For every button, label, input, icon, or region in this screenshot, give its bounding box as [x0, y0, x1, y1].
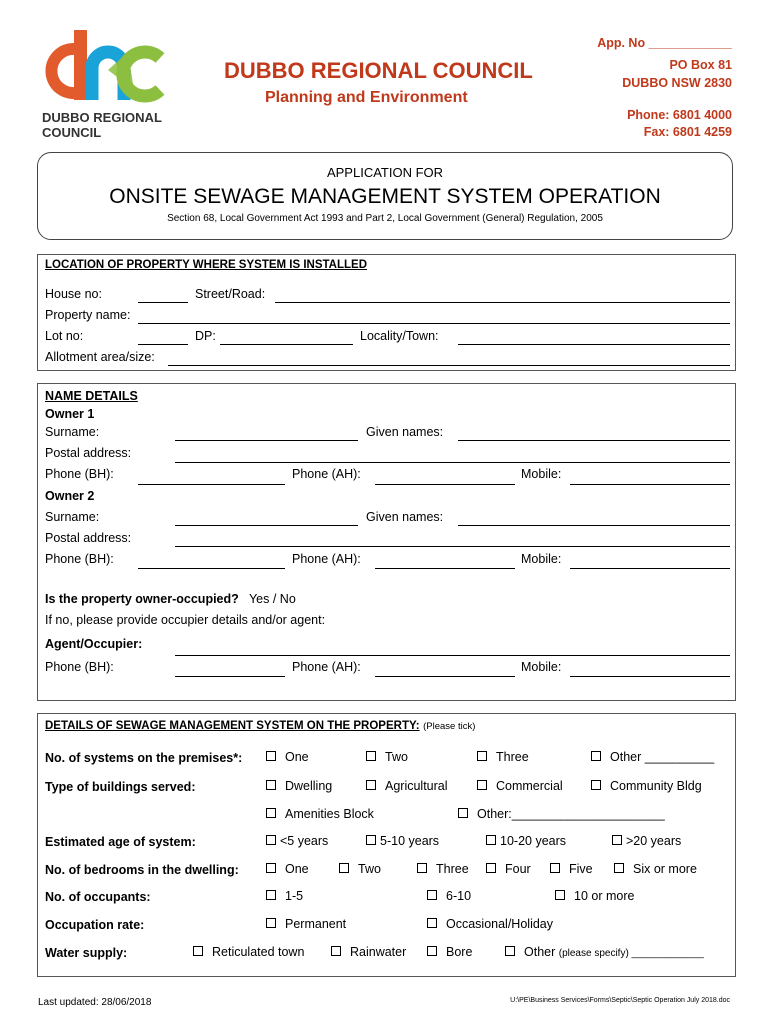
owner1-postal-label: Postal address:: [45, 446, 132, 460]
house-no-field[interactable]: [138, 302, 188, 303]
bedrooms-label: No. of bedrooms in the dwelling:: [45, 863, 239, 877]
owner1-given-field[interactable]: [458, 440, 730, 441]
num-systems-label: No. of systems on the premises*:: [45, 751, 243, 765]
owner2-heading: Owner 2: [45, 489, 95, 503]
water-supply-label: Water supply:: [45, 946, 128, 960]
system-heading-row: [45, 718, 475, 732]
owner2-phone-ah-label: Phone (AH):: [292, 552, 361, 566]
agent-heading: Agent/Occupier:: [45, 637, 143, 651]
owner2-postal-label: Postal address:: [45, 531, 132, 545]
owner1-phone-bh-label: Phone (BH):: [45, 467, 114, 481]
locality-label: Locality/Town:: [360, 329, 439, 343]
occupants-label: No. of occupants:: [45, 890, 151, 904]
council-name: DUBBO REGIONAL COUNCIL: [224, 58, 533, 83]
checkbox-icon[interactable]: [427, 890, 437, 900]
num-systems-two-option[interactable]: Two: [366, 750, 408, 764]
bedrooms-two-option[interactable]: Two: [339, 862, 381, 876]
occupier-instruction: If no, please provide occupier details and/or agent:: [45, 613, 326, 627]
owner2-mobile-field[interactable]: [570, 568, 730, 569]
checkbox-icon[interactable]: [366, 751, 376, 761]
logo-text-line1: DUBBO REGIONAL: [42, 110, 162, 125]
locality-field[interactable]: [458, 344, 730, 345]
owner2-surname-label: Surname:: [45, 510, 100, 524]
application-for-label: APPLICATION FOR: [326, 165, 444, 180]
occupants-1to5-option[interactable]: 1-5: [266, 889, 303, 903]
system-heading: DETAILS OF SEWAGE MANAGEMENT SYSTEM ON THE PROPERTY:: [45, 720, 420, 732]
checkbox-icon[interactable]: [366, 835, 376, 845]
checkbox-icon[interactable]: [266, 918, 276, 928]
logo-text-line2: COUNCIL: [42, 125, 102, 140]
building-community-option[interactable]: Community Bldg: [591, 779, 702, 793]
bedrooms-five-option[interactable]: Five: [550, 862, 593, 876]
checkbox-icon[interactable]: [477, 751, 487, 761]
owner2-postal-field[interactable]: [175, 546, 730, 547]
lot-no-label: Lot no:: [45, 329, 84, 343]
owner1-heading: Owner 1: [45, 407, 95, 421]
owner2-mobile-label: Mobile:: [521, 552, 562, 566]
checkbox-icon[interactable]: [477, 780, 487, 790]
occupants-10plus-option[interactable]: 10 or more: [555, 889, 634, 903]
checkbox-icon[interactable]: [417, 863, 427, 873]
allotment-label: Allotment area/size:: [45, 350, 155, 364]
form-subtitle: Section 68, Local Government Act 1993 and Part 2, Local Government (General) Regulation, 2005: [167, 213, 603, 224]
checkbox-icon[interactable]: [266, 835, 276, 845]
checkbox-icon[interactable]: [266, 780, 276, 790]
occupation-rate-label: Occupation rate:: [45, 918, 145, 932]
building-commercial-option[interactable]: Commercial: [477, 779, 563, 793]
age-label: Estimated age of system:: [45, 835, 196, 849]
bedrooms-one-option[interactable]: One: [266, 862, 309, 876]
owner1-surname-field[interactable]: [175, 440, 358, 441]
fax-number: Fax: 6801 4259: [643, 125, 732, 139]
agent-phone-ah-field[interactable]: [375, 676, 515, 677]
street-label: Street/Road:: [195, 287, 266, 301]
checkbox-icon[interactable]: [614, 863, 624, 873]
owner1-mobile-field[interactable]: [570, 484, 730, 485]
owner-occupied-yes-no[interactable]: Yes / No: [248, 592, 296, 606]
city-postcode: DUBBO NSW 2830: [622, 76, 732, 90]
form-title: ONSITE SEWAGE MANAGEMENT SYSTEM OPERATION: [109, 185, 661, 208]
lot-no-field[interactable]: [138, 344, 188, 345]
checkbox-icon[interactable]: [458, 808, 468, 818]
checkbox-icon[interactable]: [591, 751, 601, 761]
street-field[interactable]: [275, 302, 730, 303]
age-10to20-option[interactable]: 10-20 years: [486, 834, 566, 848]
agent-mobile-field[interactable]: [570, 676, 730, 677]
num-systems-other-option[interactable]: Other __________: [591, 750, 714, 764]
water-other-note: (please specify) _____________: [558, 948, 704, 959]
owner2-phone-bh-field[interactable]: [138, 568, 285, 569]
owner1-given-label: Given names:: [366, 425, 444, 439]
owner-occupied-row: [45, 592, 296, 606]
department-name: Planning and Environment: [265, 89, 468, 106]
location-heading: LOCATION OF PROPERTY WHERE SYSTEM IS INSTALLED: [45, 259, 368, 271]
num-systems-one-option[interactable]: One: [266, 750, 309, 764]
water-other-option[interactable]: Other (please specify) _____________: [505, 945, 704, 959]
agent-mobile-label: Mobile:: [521, 660, 562, 674]
building-other-option[interactable]: Other:______________________: [458, 807, 665, 821]
property-name-field[interactable]: [138, 323, 730, 324]
name-details-heading: NAME DETAILS: [45, 389, 138, 403]
app-no: App. No ____________: [597, 36, 732, 50]
owner1-mobile-label: Mobile:: [521, 467, 562, 481]
system-heading-note: (Please tick): [423, 721, 476, 732]
last-updated: Last updated: 28/06/2018: [38, 997, 152, 1008]
owner-occupied-question: Is the property owner-occupied?: [45, 592, 239, 606]
agent-field[interactable]: [175, 655, 730, 656]
phone-number: Phone: 6801 4000: [627, 108, 732, 122]
checkbox-icon[interactable]: [331, 946, 341, 956]
occupation-holiday-option[interactable]: Occasional/Holiday: [427, 917, 553, 931]
checkbox-icon[interactable]: [555, 890, 565, 900]
checkbox-icon[interactable]: [266, 890, 276, 900]
checkbox-icon[interactable]: [339, 863, 349, 873]
water-town-option[interactable]: Reticulated town: [193, 945, 304, 959]
checkbox-icon[interactable]: [266, 808, 276, 818]
building-dwelling-option[interactable]: Dwelling: [266, 779, 332, 793]
dp-label: DP:: [195, 329, 216, 343]
num-systems-three-option[interactable]: Three: [477, 750, 529, 764]
owner2-given-label: Given names:: [366, 510, 444, 524]
checkbox-icon[interactable]: [193, 946, 203, 956]
checkbox-icon[interactable]: [486, 863, 496, 873]
owner2-surname-field[interactable]: [175, 525, 358, 526]
owner1-phone-ah-label: Phone (AH):: [292, 467, 361, 481]
checkbox-icon[interactable]: [427, 918, 437, 928]
council-logo: [42, 30, 172, 110]
owner1-phone-bh-field[interactable]: [138, 484, 285, 485]
checkbox-icon[interactable]: [550, 863, 560, 873]
checkbox-icon[interactable]: [591, 780, 601, 790]
allotment-field[interactable]: [168, 365, 730, 366]
age-5to10-option[interactable]: 5-10 years: [366, 834, 439, 848]
water-rainwater-option[interactable]: Rainwater: [331, 945, 406, 959]
owner2-phone-ah-field[interactable]: [375, 568, 515, 569]
bedrooms-three-option[interactable]: Three: [417, 862, 469, 876]
dp-field[interactable]: [220, 344, 353, 345]
checkbox-icon[interactable]: [266, 751, 276, 761]
occupants-6to10-option[interactable]: 6-10: [427, 889, 471, 903]
agent-phone-ah-label: Phone (AH):: [292, 660, 361, 674]
checkbox-icon[interactable]: [266, 863, 276, 873]
owner1-phone-ah-field[interactable]: [375, 484, 515, 485]
building-agricultural-option[interactable]: Agricultural: [366, 779, 448, 793]
checkbox-icon[interactable]: [427, 946, 437, 956]
logo-mark-icon: [42, 30, 172, 110]
agent-phone-bh-field[interactable]: [175, 676, 285, 677]
document-path: U:\PE\Business Services\Forms\Septic\Septic Operation July 2018.doc: [510, 997, 730, 1004]
checkbox-icon[interactable]: [486, 835, 496, 845]
house-no-label: House no:: [45, 287, 102, 301]
age-under5-option[interactable]: <5 years: [266, 834, 328, 848]
owner2-given-field[interactable]: [458, 525, 730, 526]
owner1-postal-field[interactable]: [175, 462, 730, 463]
water-bore-option[interactable]: Bore: [427, 945, 472, 959]
bedrooms-four-option[interactable]: Four: [486, 862, 531, 876]
owner2-phone-bh-label: Phone (BH):: [45, 552, 114, 566]
occupation-permanent-option[interactable]: Permanent: [266, 917, 346, 931]
checkbox-icon[interactable]: [505, 946, 515, 956]
bedrooms-six-plus-option[interactable]: Six or more: [614, 862, 697, 876]
property-name-label: Property name:: [45, 308, 131, 322]
checkbox-icon[interactable]: [612, 835, 622, 845]
age-over20-option[interactable]: >20 years: [612, 834, 681, 848]
agent-phone-bh-label: Phone (BH):: [45, 660, 114, 674]
building-amenities-option[interactable]: Amenities Block: [266, 807, 374, 821]
po-box: PO Box 81: [669, 58, 732, 72]
owner1-surname-label: Surname:: [45, 425, 100, 439]
buildings-label: Type of buildings served:: [45, 780, 196, 794]
checkbox-icon[interactable]: [366, 780, 376, 790]
